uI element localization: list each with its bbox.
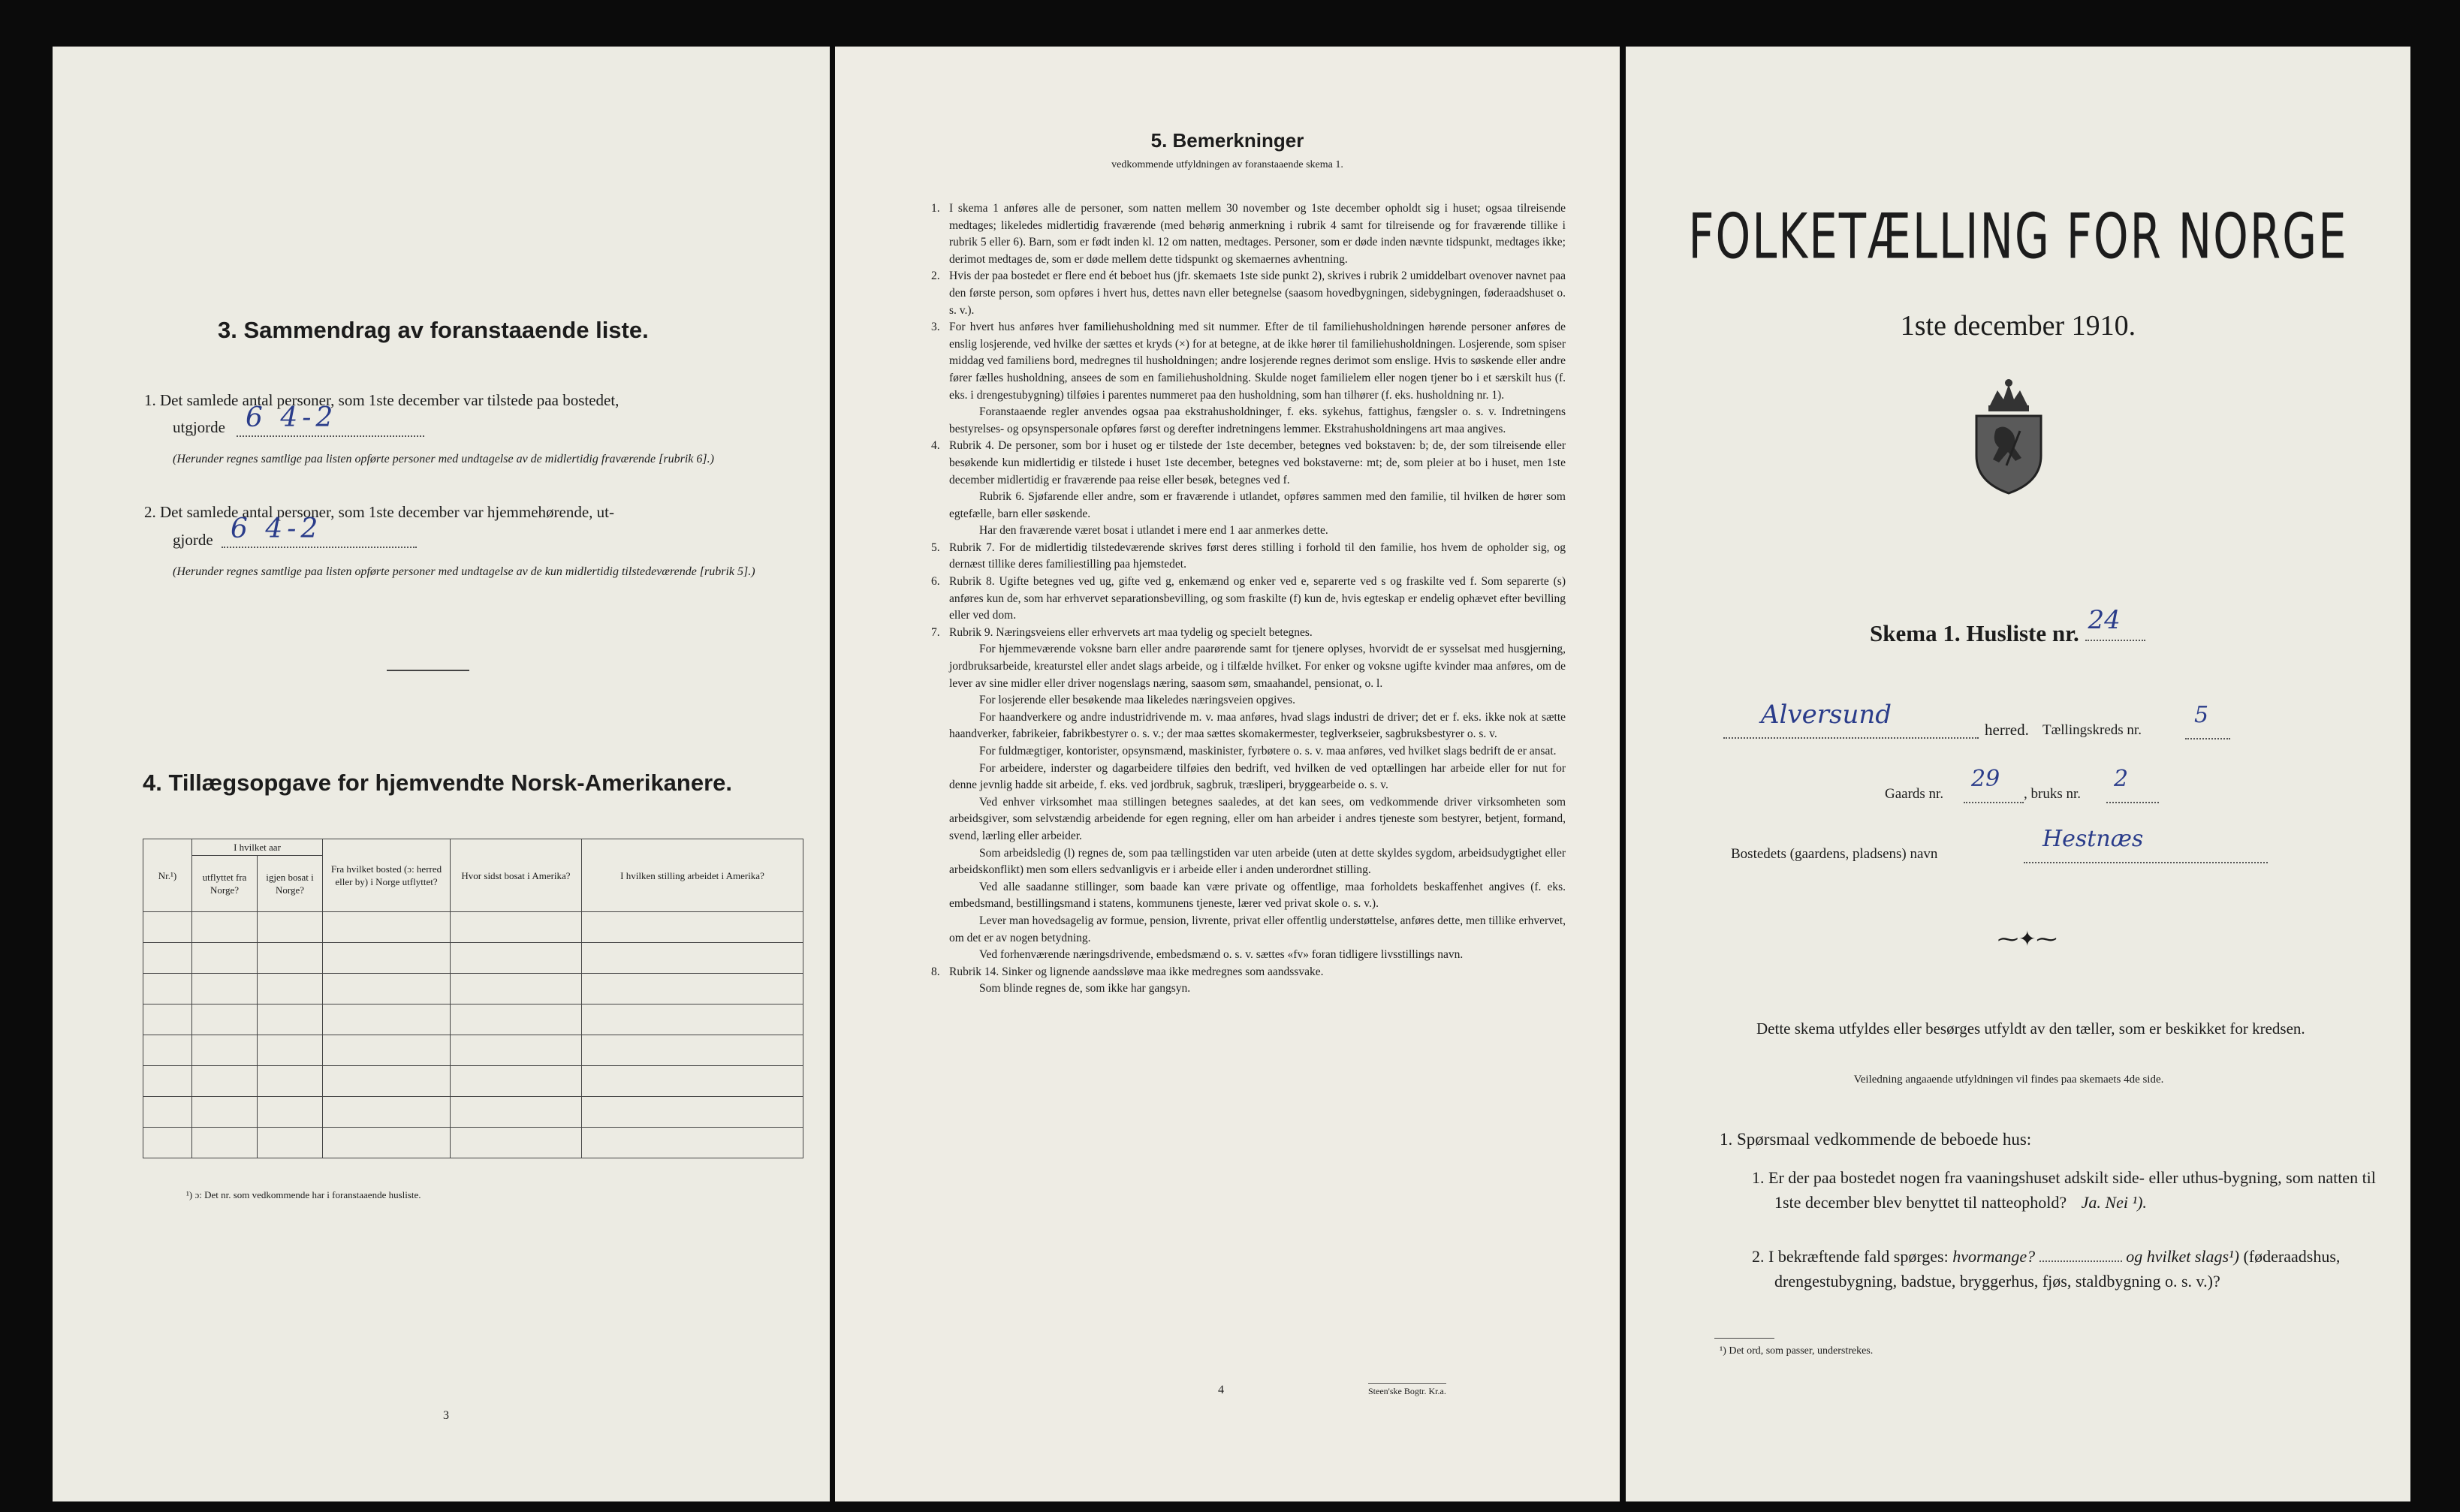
remark-item [931, 641, 1566, 692]
table-row [143, 912, 803, 943]
item2-handwriting: 6 4-2 [231, 514, 323, 544]
table-row [143, 943, 803, 974]
table-row [143, 1128, 803, 1158]
herred-label: herred. [1985, 721, 2029, 739]
question-2 [1752, 1244, 2383, 1294]
remark-text: For arbeidere, inderster og dagarbeidere tilføies den bedrift, ved hvilken de ved optællingen har arbeide eller for nut for denne jevnlig hadde sit arbeide, f. eks. ved jordbruk, sagbruk, træsliperi, bryggearbeide o. s. v. [949, 761, 1566, 792]
questions-heading: 1. Spørsmaal vedkommende de beboede hus: [1720, 1130, 2032, 1149]
remark-text: Rubrik 8. Ugifte betegnes ved ug, gifte ved g, enkemænd og enker ved e, separerte ved s og fraskilte ved f. Som separerte (s) anføres kun de, som har erhvervet separationsbevilling, og som fraskilte (f) kun de, hvis egteskap er endelig ophævet efter bevilling eller ved dom. [949, 575, 1566, 622]
instruction-text: Dette skema utfyldes eller besørges utfyldt av den tæller, som er beskikket for kredsen. [1756, 1020, 2305, 1038]
remark-text: Har den fraværende været bosat i utlandet i mere end 1 aar anmerkes dette. [979, 524, 1328, 538]
remark-item [931, 200, 1566, 268]
bosted-field [2024, 826, 2268, 863]
item2-note: (Herunder regnes samtlige paa listen opførte personer med undtagelse av de kun midlertidig tilstedeværende [rubrik 5].) [173, 565, 755, 578]
item1-text: 1. Det samlede antal personer, som 1ste december var tilstede paa bostedet, [144, 391, 620, 409]
remarks-list [931, 200, 1566, 998]
kreds-field [2185, 702, 2230, 739]
col-nr: Nr.¹) [143, 839, 192, 912]
remark-text: Hvis der paa bostedet er flere end ét beboet hus (jfr. skemaets 1ste side punkt 2), skrives i rubrik 2 umiddelbart ovenover navnet paa den første person, som opføres i hvert hus, dettes navn eller betegnelse (saasom hovedbygningen, sidebygningen, føderaadshuset o. s. v.). [949, 270, 1566, 317]
remark-item [931, 540, 1566, 574]
col-year-group: I hvilket aar [192, 839, 323, 856]
table-row [143, 1004, 803, 1035]
remark-item [931, 794, 1566, 845]
bosted-label: Bostedets (gaardens, pladsens) navn [1731, 846, 1938, 862]
bruks-handwriting: 2 [2114, 766, 2129, 792]
remark-text: Rubrik 7. For de midlertidig tilstedeværende skrives først deres stilling i forhold til den familie, hos hvem de opholder sig, og dernæst tillike deres familiestilling paa hjemstedet. [949, 541, 1566, 571]
question-2-examples: (føderaadshus, drengestubygning, badstue, bryggerhus, fjøs, staldbygning o. s. v.)? [1774, 1247, 2341, 1291]
remark-text: Lever man hovedsagelig av formue, pension, livrente, privat eller offentlig understøttelse, anføres dette, men tillike erhvervet, om det er av nogen betydning. [949, 914, 1566, 944]
remark-number: 5. [931, 541, 940, 554]
question-1 [1752, 1165, 2383, 1215]
remark-item [931, 879, 1566, 913]
remark-number: 4. [931, 439, 940, 453]
page-middle [835, 47, 1620, 1501]
item2-text: 2. Det samlede antal personer, som 1ste december var hjemmehørende, ut- [144, 503, 615, 521]
kreds-handwriting: 5 [2194, 702, 2209, 728]
remark-text: For haandverkere og andre industridrivende m. v. maa anføres, hvad slags industri de driver; det er f. eks. ikke nok at sætte haandverker, fabrikeier, fabrikbestyrer o. s. v.; der maa sættes skomakermester, teglverkseier, sagbruksbestyrer o. s. v. [949, 710, 1566, 741]
gaards-label: Gaards nr. [1885, 786, 1944, 802]
remark-text: For hjemmeværende voksne barn eller andre paarørende samt for tjenere oplyses, hvorvidt de er sysselsat med husgjerning, jordbruksarbeide, kreaturstel eller andet slags arbeide, og i tilfælde hvilket. For enker og voksne ugifte kvinder maa anføres, om de lever av sine midler eller driver nogenslags næring, saasom søm, smaahandel, pensionat, o. l. [949, 643, 1566, 690]
question-2-field-1 [2039, 1261, 2122, 1262]
item2-prefix: gjorde [173, 531, 213, 549]
remark-number: 7. [931, 625, 940, 639]
remark-item [931, 404, 1566, 438]
remark-text: Ved forhenværende næringsdrivende, embedsmænd o. s. v. sættes «fv» foran tidligere livsstillings navn. [979, 948, 1464, 962]
page-number-3: 3 [443, 1409, 449, 1422]
remark-item [931, 709, 1566, 743]
col-returned: igjen bosat i Norge? [258, 856, 323, 912]
remark-item [931, 319, 1566, 404]
bruks-label: , bruks nr. [2024, 786, 2081, 802]
remark-item [931, 947, 1566, 964]
remark-item [931, 692, 1566, 709]
question-2-lead: 2. I bekræftende fald spørges: [1752, 1247, 1949, 1266]
question-2-hvilket: og hvilket slags¹) [2126, 1247, 2239, 1266]
husliste-handwriting: 24 [2088, 605, 2121, 635]
remark-text: For losjerende eller besøkende maa likeledes næringsveien opgives. [979, 694, 1295, 707]
husliste-field [2085, 605, 2145, 641]
kreds-label: Tællingskreds nr. [2042, 722, 2142, 738]
herred-field [1723, 700, 1979, 739]
table-footnote: ¹) ɔ: Det nr. som vedkommende har i foranstaaende husliste. [186, 1189, 421, 1200]
remarks-title: 5. Bemerkninger [1150, 129, 1304, 152]
norsk-amerikaner-table [143, 839, 803, 1158]
remark-number: 8. [931, 965, 940, 978]
remark-text: For fuldmægtiger, kontorister, opsynsmænd, maskinister, fyrbøtere o. s. v. maa anføres, ved hvilket slags bedrift de er ansat. [979, 745, 1557, 758]
remark-item [931, 964, 1566, 981]
page-number-4: 4 [1218, 1384, 1224, 1396]
right-footnote: ¹) Det ord, som passer, understrekes. [1720, 1345, 1874, 1357]
remark-item [931, 523, 1566, 540]
footnote-rule [1714, 1338, 1774, 1339]
coat-of-arms-icon [1967, 377, 2050, 497]
bosted-handwriting: Hestnæs [2042, 826, 2144, 852]
table-row [143, 1066, 803, 1097]
remark-text: Som blinde regnes de, som ikke har gangsyn. [979, 982, 1191, 995]
remark-text: Rubrik 9. Næringsveiens eller erhvervets art maa tydelig og specielt betegnes. [949, 625, 1313, 639]
item2-line [222, 512, 417, 548]
schema-text: Skema 1. Husliste nr. [1870, 620, 2079, 646]
remark-number: 6. [931, 575, 940, 589]
schema-label [1870, 605, 2145, 647]
remark-item [931, 913, 1566, 947]
remark-item [931, 489, 1566, 523]
remark-text: Som arbeidsledig (l) regnes de, som paa tællingstiden var uten arbeide (uten at dette skyldes sygdom, arbeidsudygtighet eller arbeidskonflikt) men som ellers sedvanligvis er i arbeide eller i anden underordnet stilling. [949, 846, 1566, 877]
main-title: FOLKETÆLLING FOR NORGE [1688, 200, 2348, 273]
table-row [143, 974, 803, 1004]
section4-title: 4. Tillægsopgave for hjemvendte Norsk-Amerikanere. [143, 770, 733, 796]
col-position: I hvilken stilling arbeidet i Amerika? [582, 839, 803, 912]
col-emigrated: utflyttet fra Norge? [192, 856, 258, 912]
ornament-icon: ⁓✦⁓ [1997, 928, 2058, 951]
item1-note: (Herunder regnes samtlige paa listen opførte personer med undtagelse av de midlertidig fraværende [rubrik 6].) [173, 453, 714, 465]
table-row [143, 1097, 803, 1128]
remark-number: 3. [931, 321, 940, 334]
remark-text: I skema 1 anføres alle de personer, som natten mellem 30 november og 1ste december opholdt sig i huset; ogsaa tilreisende medtages; likeledes midlertidig fraværende (med behørig anmerkning i rubrik 4 samt for tilreisende og for fraværende tillike i rubrik 5 eller 6). Barn, som er født inden kl. 12 om natten, medtages. Personer, som er døde inden nævnte tidspunkt, medtages ikke; derimot medtages de, som er døde mellem dette tidspunkt og skemaernes avhentning. [949, 202, 1566, 266]
question-2-hvormange: hvormange? [1952, 1247, 2036, 1266]
item1-line [237, 401, 424, 437]
remark-item [931, 743, 1566, 761]
remark-text: Foranstaaende regler anvendes ogsaa paa ekstrahusholdninger, f. eks. sykehus, fattighus, fængsler o. s. v. Indretningens bestyrelses- og opsynspersonale opføres først og derefter indretningens lemmer. Ekstrahusholdningens art maa angives. [949, 405, 1566, 435]
remark-text: For hvert hus anføres hver familiehusholdning med sit nummer. Efter de til familiehusholdningen hørende personer anføres de enslig losjerende, ved hvilke der sættes et kryds (×) for at betegne, at de ikke hører til familiehusholdningen. Losjerende, som spiser middag ved familiens bord, medregnes til husholdningen; andre losjerende regnes derimot som enslige. Hvis to søskende eller andre fører fælles husholdning, ansees de som en familiehusholdning. Skulde noget familielem eller nogen tjener bo i et særskilt hus (f. eks. i drengestubygning) tilføies i parentes nummeret paa den husholdning, som han tilhører (f. eks. husholdning nr. 1). [949, 321, 1566, 402]
question-1-text: 1. Er der paa bostedet nogen fra vaaningshuset adskilt side- eller uthus-bygning, som natten til 1ste december blev benyttet til natteophold? [1752, 1168, 2376, 1212]
remark-item [931, 845, 1566, 879]
printer-mark: Steen'ske Bogtr. Kr.a. [1368, 1383, 1446, 1399]
remark-item [931, 438, 1566, 489]
question-1-answer: Ja. Nei ¹). [2081, 1193, 2147, 1212]
item1-prefix: utgjorde [173, 418, 225, 436]
col-from-where: Fra hvilket bosted (ɔ: herred eller by) i Norge utflyttet? [323, 839, 451, 912]
instruction-note: Veiledning angaaende utfyldningen vil findes paa skemaets 4de side. [1853, 1074, 2164, 1086]
item1-handwriting: 6 4-2 [246, 402, 338, 433]
herred-handwriting: Alversund [1761, 700, 1892, 730]
page-right [1626, 47, 2410, 1501]
remark-text: Ved alle saadanne stillinger, som baade kan være private og offentlige, maa forholdets beskaffenhet angives (f. eks. embedsmand, bestillingsmand i statens, kommunens tjeneste, lærer ved privat skole o. s. v.). [949, 880, 1566, 911]
gaards-handwriting: 29 [1971, 766, 2000, 792]
col-last-residence: Hvor sidst bosat i Amerika? [451, 839, 582, 912]
gaards-field [1964, 766, 2024, 803]
remark-number: 2. [931, 270, 940, 283]
remarks-subtitle: vedkommende utfyldningen av foranstaaende skema 1. [1111, 159, 1343, 170]
bruks-field [2106, 766, 2159, 803]
remark-text: Rubrik 14. Sinker og lignende aandssløve maa ikke medregnes som aandssvake. [949, 965, 1324, 978]
remark-text: Rubrik 4. De personer, som bor i huset og er tilstede der 1ste december, betegnes ved bokstaven: b; de, der som tilreisende eller besøkende kun midlertidig er tilstede i huset 1ste december, betegnes ved bokstaverne: mt; de, som pleier at bo i huset, men 1ste december midlertidig er fraværende paa reise eller besøk, betegnes ved f. [949, 439, 1566, 486]
remark-item [931, 268, 1566, 319]
remark-item [931, 625, 1566, 642]
table-row [143, 1035, 803, 1066]
remark-number: 1. [931, 202, 940, 215]
date-line: 1ste december 1910. [1900, 310, 2136, 342]
section3-title: 3. Sammendrag av foranstaaende liste. [218, 317, 649, 343]
remark-item [931, 980, 1566, 998]
page-left [53, 47, 830, 1501]
divider [387, 670, 469, 671]
remark-text: Ved enhver virksomhet maa stillingen betegnes saaledes, at det kan sees, om vedkommende driver virksomheten som arbeidsgiver, som selvstændig arbeidende for egen regning, eller om han arbeider i andres tjeneste som bestyrer, betjent, formand, svend, lærling eller arbeider. [949, 795, 1566, 842]
remark-text: Rubrik 6. Sjøfarende eller andre, som er fraværende i utlandet, opføres sammen med den familie, til hvilken de hører som egtefælle, barn eller søskende. [949, 490, 1566, 520]
remark-item [931, 574, 1566, 625]
remark-item [931, 761, 1566, 794]
